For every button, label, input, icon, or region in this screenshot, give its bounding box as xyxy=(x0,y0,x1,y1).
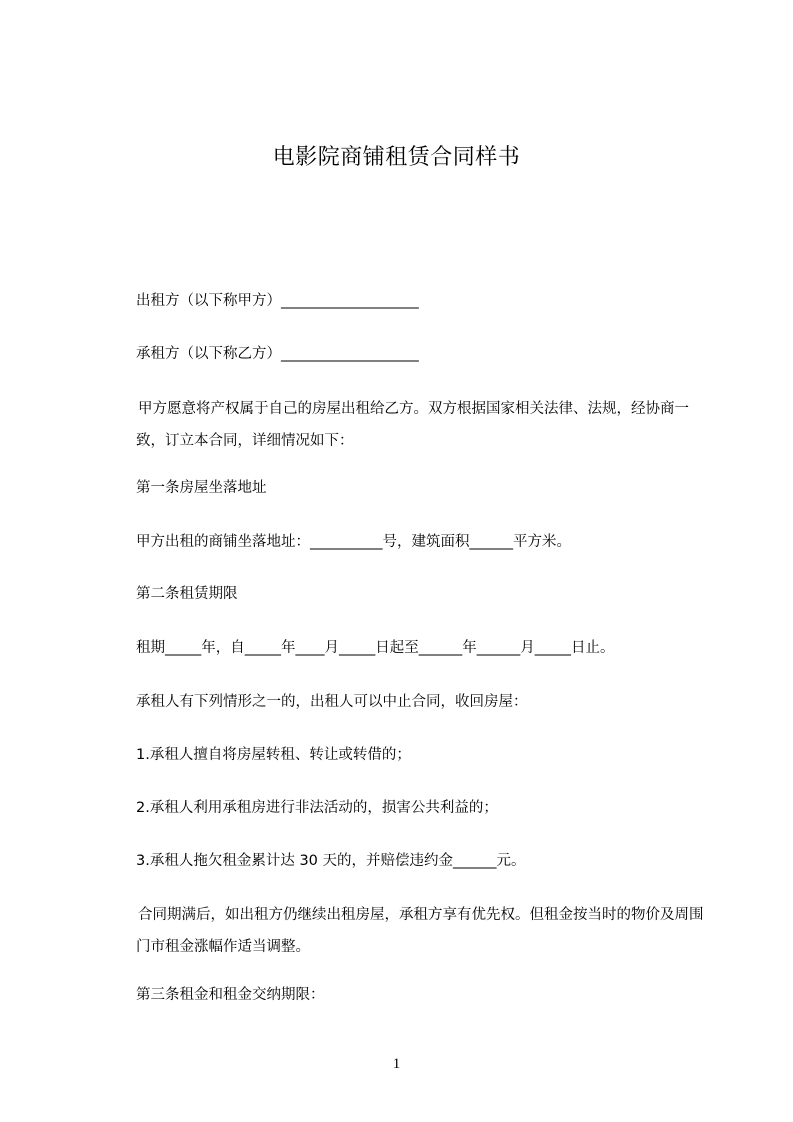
lessor-line: 出租方（以下称甲方）___________________ xyxy=(136,293,419,309)
article1-heading: 第一条房屋坐落地址 xyxy=(136,480,267,496)
article2-term: 租期_____年，自_____年____月_____日起至______年______月_____日止。 xyxy=(136,640,615,656)
intro-paragraph: 甲方愿意将产权属于自己的房屋出租给乙方。双方根据国家相关法律、法规，经协商一致，订立本合同，详细情况如下： xyxy=(136,401,689,449)
termination-item-3: 3.承租人拖欠租金累计达 30 天的，并赔偿违约金______元。 xyxy=(136,853,526,869)
lessee-line: 承租方（以下称乙方）___________________ xyxy=(136,346,419,362)
article1-text: 甲方出租的商铺坐落地址：__________号，建筑面积______平方米。 xyxy=(136,534,571,550)
article2-heading: 第二条租赁期限 xyxy=(136,586,238,602)
page-number: 1 xyxy=(392,1056,401,1072)
termination-item-1: 1.承租人擅自将房屋转租、转让或转借的； xyxy=(136,747,411,763)
renewal-paragraph: 合同期满后，如出租方仍继续出租房屋，承租方享有优先权。但租金按当时的物价及周围门市租金涨幅作适当调整。 xyxy=(136,907,704,955)
termination-item-2: 2.承租人利用承租房进行非法活动的，损害公共利益的； xyxy=(136,800,498,816)
termination-intro: 承租人有下列情形之一的，出租人可以中止合同，收回房屋： xyxy=(136,694,528,710)
document-title: 电影院商铺租赁合同样书 xyxy=(272,145,521,170)
article3-heading: 第三条租金和租金交纳期限： xyxy=(136,987,325,1003)
